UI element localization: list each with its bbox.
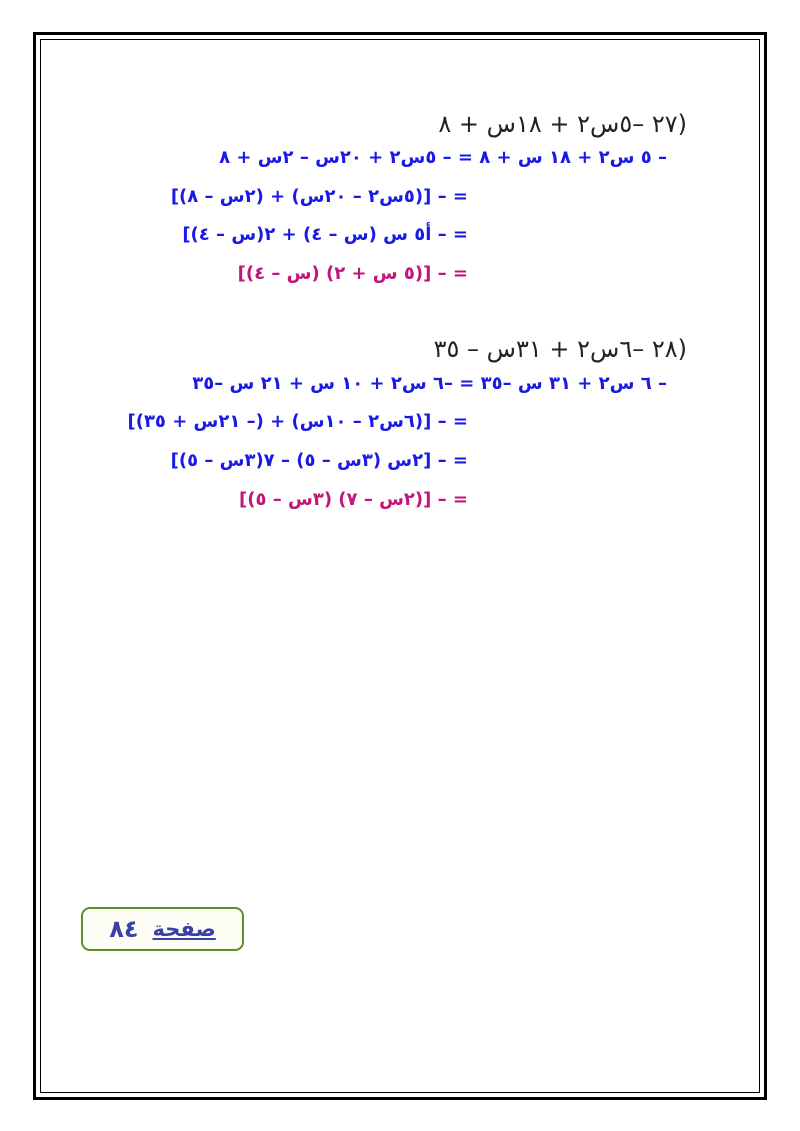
page-label: صفحة (152, 917, 216, 941)
problem-27-step-1: – ٥ س٢ + ١٨ س + ٨ = – ٥س٢ + ٢٠س – ٢س + ٨ (219, 147, 667, 168)
problem-28-final: = – [(٢س – ٧) (٣س – ٥)] (238, 489, 468, 510)
problem-27-final: = – [(٥ س + ٢) (س – ٤)] (237, 263, 468, 284)
page-number: ٨٤ (109, 915, 139, 943)
problem-28-step-3: = – [٢س (٣س – ٥) – ٧(٣س – ٥)] (170, 450, 468, 471)
problem-28-statement: (٢٨ –٦س٢ + ٣١س – ٣٥ (433, 335, 687, 363)
problem-28-step-2: = – [(٦س٢ – ١٠س) + (– ٢١س + ٣٥)] (127, 411, 468, 432)
problem-27-step-3: = – أ٥ س (س – ٤) + ٢(س – ٤)] (182, 224, 468, 245)
problem-27-statement: (٢٧ –٥س٢ + ١٨س + ٨ (438, 110, 687, 138)
page-number-box (81, 907, 244, 951)
problem-28-step-1: – ٦ س٢ + ٣١ س –٣٥ = –٦ س٢ + ١٠ س + ٢١ س –٣٥ (192, 373, 667, 394)
problem-27-step-2: = – [(٥س٢ – ٢٠س) + (٢س – ٨)] (170, 186, 468, 207)
